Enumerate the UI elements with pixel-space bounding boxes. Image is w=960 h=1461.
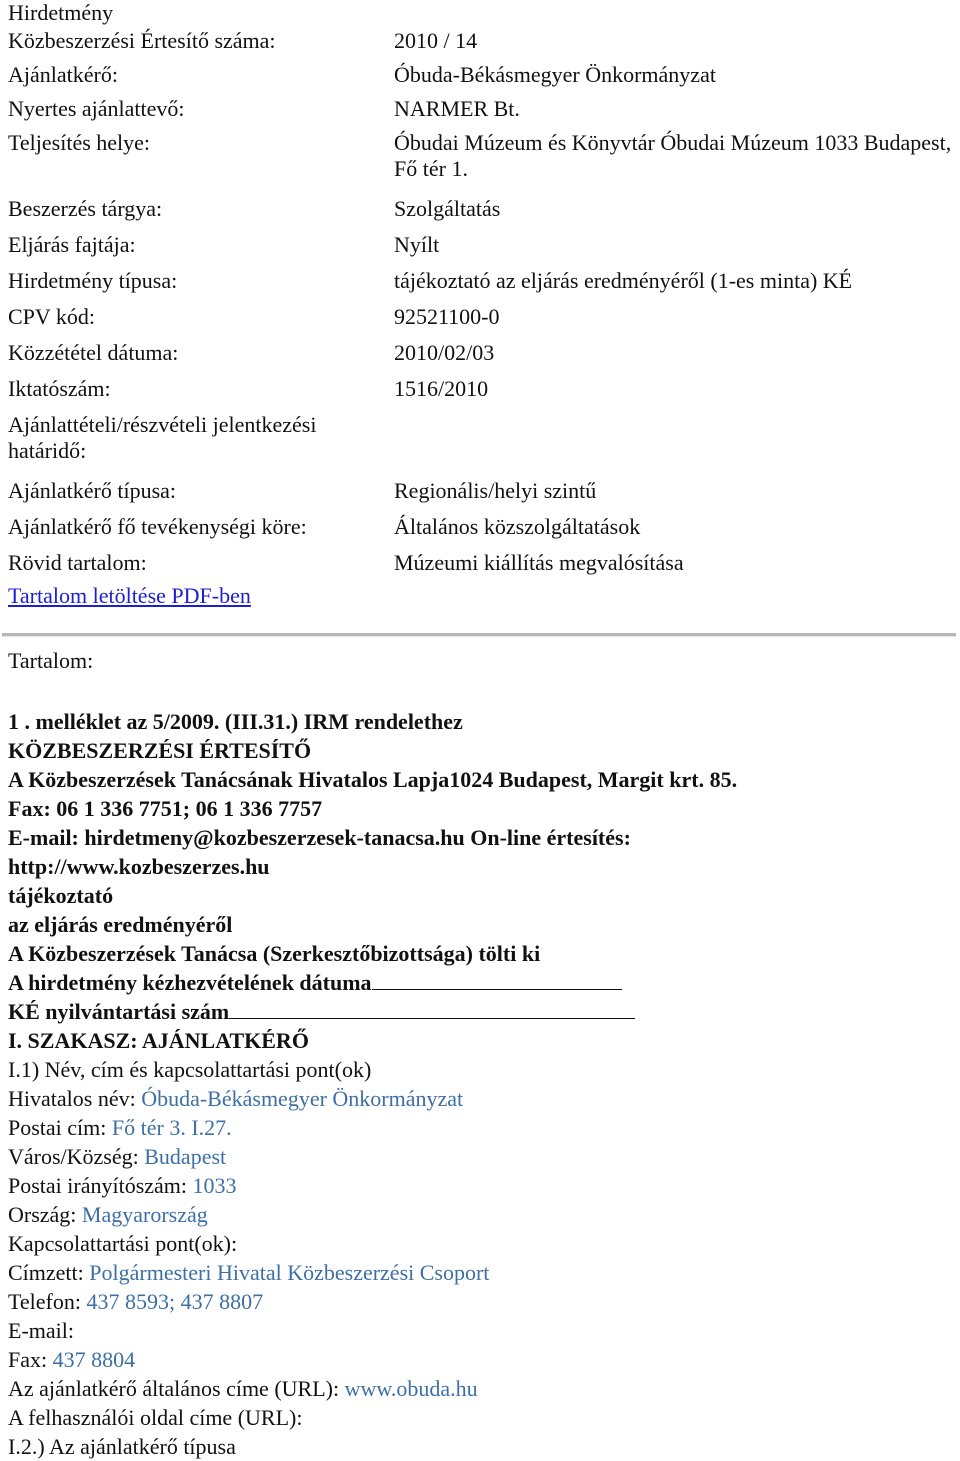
metadata-row [8, 478, 954, 514]
doc-subtype: az eljárás eredményéről [8, 912, 233, 937]
metadata-value: Általános közszolgáltatások [394, 514, 641, 539]
email-row: E-mail: [8, 1318, 74, 1343]
metadata-label: Rövid tartalom: [8, 550, 147, 575]
metadata-row [8, 268, 954, 304]
metadata-label: Közzététel dátuma: [8, 340, 179, 365]
metadata-value: Regionális/helyi szintű [394, 478, 597, 503]
metadata-row [8, 130, 954, 196]
postal-row: Postai cím: Fő tér 3. I.27. [8, 1115, 232, 1140]
section-1-2: I.2.) Az ajánlatkérő típusa [8, 1434, 236, 1459]
metadata-label: Hirdetmény típusa: [8, 268, 178, 293]
metadata-row [8, 514, 954, 550]
metadata-label: Eljárás fajtája: [8, 232, 136, 257]
country-row: Ország: Magyarország [8, 1202, 208, 1227]
receipt-date-row [8, 968, 948, 997]
metadata-label: Nyertes ajánlattevő: [8, 96, 185, 121]
zip-row: Postai irányítószám: 1033 [8, 1173, 237, 1198]
metadata-row [8, 550, 954, 586]
phone-value: 437 8593; 437 8807 [86, 1289, 264, 1314]
section-1-1: I.1) Név, cím és kapcsolattartási pont(ok) [8, 1057, 372, 1082]
contact-label: Kapcsolattartási pont(ok): [8, 1231, 238, 1256]
download-pdf-link[interactable]: Tartalom letöltése PDF-ben [8, 583, 251, 608]
metadata-row [8, 62, 954, 96]
metadata-label: Iktatószám: [8, 376, 111, 401]
city-value: Budapest [144, 1144, 227, 1169]
content-label: Tartalom: [8, 648, 94, 673]
fill-note: A Közbeszerzések Tanácsa (Szerkesztőbizottsága) tölti ki [8, 941, 541, 966]
journal-title: KÖZBESZERZÉSI ÉRTESÍTŐ [8, 738, 312, 763]
metadata-label: Közbeszerzési Értesítő száma: [8, 28, 276, 53]
url-value[interactable]: www.obuda.hu [344, 1376, 478, 1401]
metadata-row [8, 412, 954, 478]
publisher-line: A Közbeszerzések Tanácsának Hivatalos Lapja1024 Budapest, Margit krt. 85. [8, 767, 738, 792]
metadata-label: Ajánlattételi/részvételi jelentkezési határidő: [8, 412, 317, 463]
metadata-row [8, 28, 954, 62]
zip-value: 1033 [192, 1173, 237, 1198]
page-title: Hirdetmény [8, 0, 114, 25]
buyer-profile-row: A felhasználói oldal címe (URL): [8, 1405, 303, 1430]
annex-line: 1 . melléklet az 5/2009. (III.31.) IRM rendelethez [8, 709, 463, 734]
metadata-label: Ajánlatkérő típusa: [8, 478, 177, 503]
web-line: http://www.kozbeszerzes.hu [8, 854, 270, 879]
fax-line: Fax: 06 1 336 7751; 06 1 336 7757 [8, 796, 323, 821]
notice-body [8, 707, 948, 1461]
city-row: Város/Község: Budapest [8, 1144, 227, 1169]
country-value: Magyarország [81, 1202, 208, 1227]
metadata-row [8, 376, 954, 412]
email-line: E-mail: hirdetmeny@kozbeszerzesek-tanacsa.hu On-line értesítés: [8, 825, 631, 850]
metadata-label: CPV kód: [8, 304, 96, 329]
metadata-value: 2010 / 14 [394, 28, 478, 53]
registry-label: KÉ nyilvántartási szám [8, 999, 230, 1024]
official-name-value: Óbuda-Békásmegyer Önkormányzat [141, 1086, 464, 1111]
receipt-date-label: A hirdetmény kézhezvételének dátuma [8, 970, 372, 995]
fax-value: 437 8804 [52, 1347, 136, 1372]
metadata-value: tájékoztató az eljárás eredményéről (1-es minta) KÉ [394, 268, 853, 293]
url-row: Az ajánlatkérő általános címe (URL): www.obuda.hu [8, 1376, 478, 1401]
addressee-row: Címzett: Polgármesteri Hivatal Közbeszerzési Csoport [8, 1260, 490, 1285]
phone-row: Telefon: 437 8593; 437 8807 [8, 1289, 264, 1314]
registry-row [8, 997, 948, 1026]
metadata-value: 1516/2010 [394, 376, 489, 401]
section-title: I. SZAKASZ: AJÁNLATKÉRŐ [8, 1028, 309, 1053]
metadata-value: 92521100-0 [394, 304, 500, 329]
receipt-date-blank [372, 971, 622, 990]
horizontal-divider [2, 633, 956, 637]
addressee-value: Polgármesteri Hivatal Közbeszerzési Csoport [89, 1260, 490, 1285]
metadata-label: Ajánlatkérő fő tevékenységi köre: [8, 514, 307, 539]
metadata-label: Beszerzés tárgya: [8, 196, 163, 221]
metadata-value: Óbuda-Békásmegyer Önkormányzat [394, 62, 716, 87]
metadata-value: Nyílt [394, 232, 440, 257]
doc-type: tájékoztató [8, 883, 114, 908]
metadata-row [8, 304, 954, 340]
metadata-value: Szolgáltatás [394, 196, 501, 221]
postal-value: Fő tér 3. I.27. [111, 1115, 232, 1140]
notice-metadata-table [8, 28, 954, 586]
metadata-value: Óbudai Múzeum és Könyvtár Óbudai Múzeum 1033 Budapest, Fő tér 1. [394, 130, 952, 181]
metadata-label: Teljesítés helye: [8, 130, 151, 155]
metadata-row [8, 96, 954, 130]
metadata-value: Múzeumi kiállítás megvalósítása [394, 550, 684, 575]
metadata-row [8, 196, 954, 232]
official-name-row: Hivatalos név: Óbuda-Békásmegyer Önkormányzat [8, 1086, 464, 1111]
metadata-value [394, 412, 954, 478]
metadata-value: NARMER Bt. [394, 96, 520, 121]
metadata-value: 2010/02/03 [394, 340, 495, 365]
registry-blank [229, 1000, 635, 1019]
metadata-label: Ajánlatkérő: [8, 62, 118, 87]
fax-row: Fax: 437 8804 [8, 1347, 136, 1372]
metadata-row [8, 340, 954, 376]
metadata-row [8, 232, 954, 268]
